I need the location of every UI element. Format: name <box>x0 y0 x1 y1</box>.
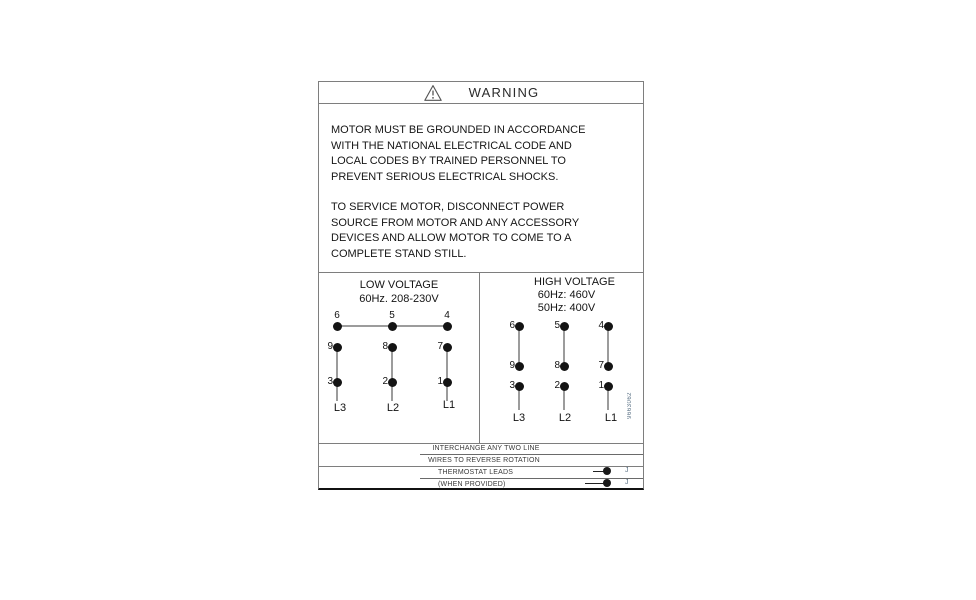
terminal-dot <box>560 382 569 391</box>
terminal-label: 3 <box>509 380 515 391</box>
terminal-label: 7 <box>598 360 604 371</box>
thermostat-note-line1: THERMOSTAT LEADS <box>438 469 514 476</box>
separator-line <box>319 466 643 467</box>
warning-header <box>319 82 643 104</box>
high-voltage-title: HIGH VOLTAGE <box>534 276 615 288</box>
terminal-dot <box>443 322 452 331</box>
thermostat-note-line2: (WHEN PROVIDED) <box>438 481 506 488</box>
thermostat-lead-label: J <box>625 467 629 474</box>
terminal-label: 4 <box>598 320 604 331</box>
connector-line <box>336 347 338 401</box>
terminal-dot <box>604 362 613 371</box>
thermostat-lead-dot <box>603 479 611 487</box>
terminal-dot <box>333 322 342 331</box>
low-voltage-panel <box>319 272 479 443</box>
connector-line <box>607 326 609 366</box>
low-voltage-title: LOW VOLTAGE <box>359 279 439 291</box>
warning-line: PREVENT SERIOUS ELECTRICAL SHOCKS. <box>331 170 559 183</box>
terminal-label: 2 <box>382 376 388 387</box>
part-number: 9663062 <box>627 392 633 419</box>
rotation-note-line2: WIRES TO REVERSE ROTATION <box>428 457 540 464</box>
terminal-label: 1 <box>598 380 604 391</box>
thermostat-lead-label: J <box>625 479 629 486</box>
terminal-label: 8 <box>554 360 560 371</box>
supply-line-label: L2 <box>558 412 572 424</box>
terminal-dot <box>515 322 524 331</box>
warning-line: COMPLETE STAND STILL. <box>331 247 467 260</box>
high-voltage-panel <box>480 272 643 443</box>
terminal-dot <box>515 362 524 371</box>
supply-line-label: L3 <box>512 412 526 424</box>
terminal-label: 6 <box>334 310 340 321</box>
terminal-label: 7 <box>437 341 443 352</box>
warning-line: LOCAL CODES BY TRAINED PERSONNEL TO <box>331 155 566 167</box>
separator-line <box>319 443 643 444</box>
terminal-dot <box>443 378 452 387</box>
terminal-label: 9 <box>509 360 515 371</box>
terminal-dot <box>333 343 342 352</box>
warning-line: TO SERVICE MOTOR, DISCONNECT POWER <box>331 201 565 213</box>
terminal-dot <box>604 322 613 331</box>
terminal-label: 9 <box>327 341 333 352</box>
terminal-dot <box>388 378 397 387</box>
connector-line <box>563 326 565 366</box>
terminal-dot <box>604 382 613 391</box>
terminal-dot <box>515 382 524 391</box>
warning-triangle-icon <box>423 84 443 102</box>
supply-line-label: L2 <box>386 402 400 414</box>
terminal-label: 2 <box>554 380 560 391</box>
rotation-note-line1: INTERCHANGE ANY TWO LINE <box>432 445 540 452</box>
warning-body <box>331 123 585 262</box>
terminal-label: 1 <box>437 376 443 387</box>
terminal-dot <box>443 343 452 352</box>
connector-line <box>391 347 393 401</box>
terminal-dot <box>333 378 342 387</box>
terminal-dot <box>388 322 397 331</box>
high-voltage-subtitle-50hz: 50Hz: 400V <box>537 302 596 314</box>
supply-line-label: L3 <box>333 402 347 414</box>
terminal-label: 5 <box>554 320 560 331</box>
separator-line <box>420 454 643 455</box>
connector-line <box>518 326 520 366</box>
high-voltage-subtitle-60hz: 60Hz: 460V <box>537 289 596 301</box>
warning-line: WITH THE NATIONAL ELECTRICAL CODE AND <box>331 139 572 152</box>
supply-line-label: L1 <box>604 412 618 424</box>
warning-line: DEVICES AND ALLOW MOTOR TO COME TO A <box>331 232 572 244</box>
terminal-dot <box>560 362 569 371</box>
warning-title: WARNING <box>468 85 540 100</box>
terminal-label: 3 <box>327 376 333 387</box>
thermostat-lead-dot <box>603 467 611 475</box>
terminal-label: 5 <box>389 310 395 321</box>
terminal-dot <box>388 343 397 352</box>
terminal-label: 4 <box>444 310 450 321</box>
low-voltage-subtitle: 60Hz. 208-230V <box>359 293 439 305</box>
connector-line <box>446 347 448 401</box>
terminal-label: 8 <box>382 341 388 352</box>
warning-line: SOURCE FROM MOTOR AND ANY ACCESSORY <box>331 216 580 229</box>
supply-line-label: L1 <box>442 399 456 411</box>
warning-line: MOTOR MUST BE GROUNDED IN ACCORDANCE <box>331 124 586 136</box>
warning-label <box>318 81 644 490</box>
separator-line <box>420 478 643 479</box>
terminal-dot <box>560 322 569 331</box>
terminal-label: 6 <box>509 320 515 331</box>
